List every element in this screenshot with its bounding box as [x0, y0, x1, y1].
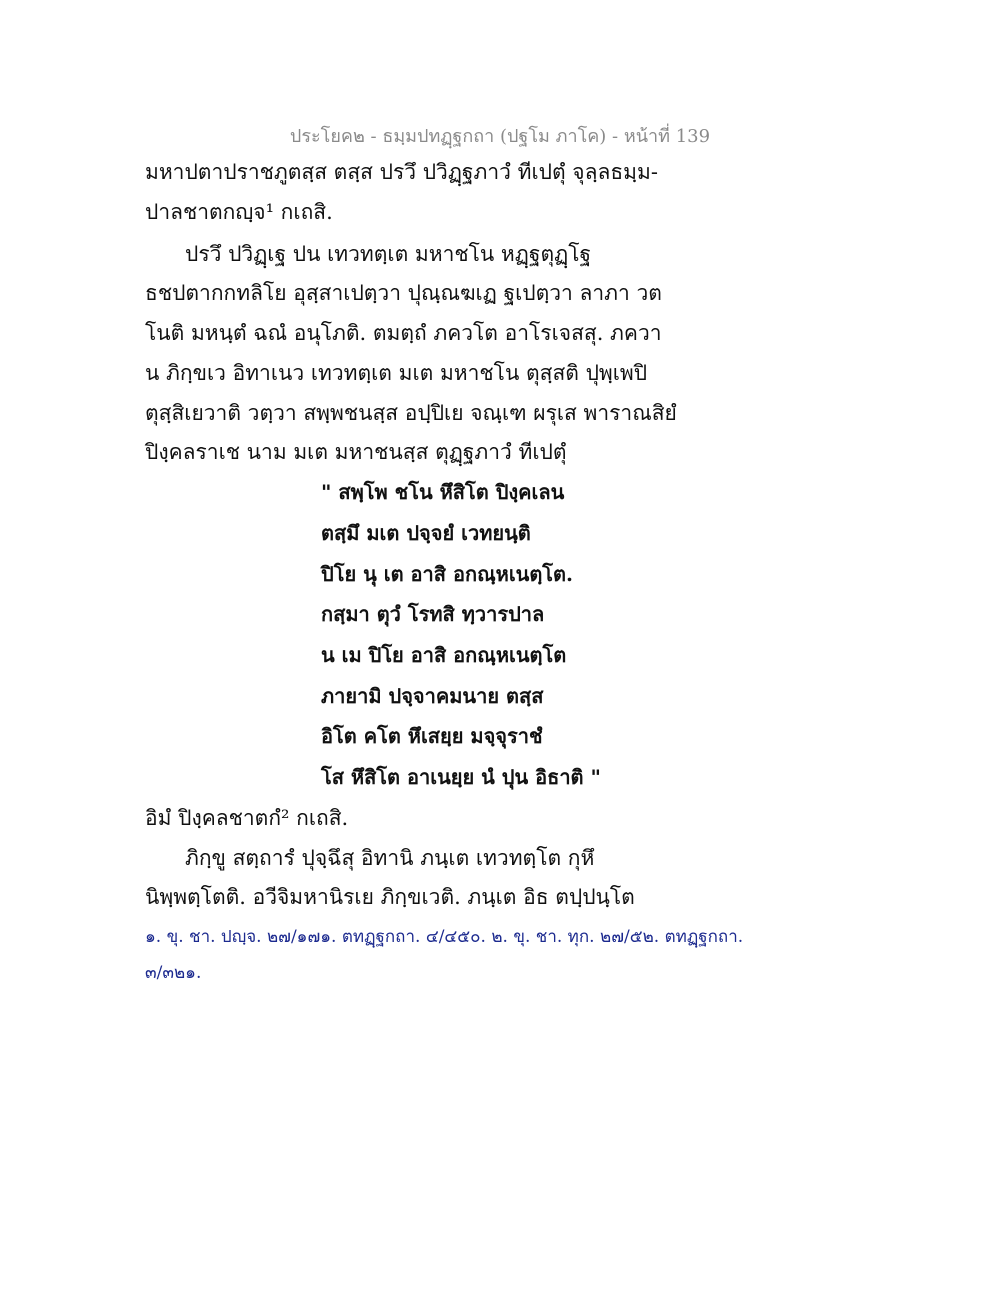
verse-line-5: น เม ปิโย อาสิ อกณฺหเนตฺโต [321, 643, 567, 667]
verse-line-1: " สพฺโพ ชโน หึสิโต ปิงฺคเลน [321, 480, 565, 504]
body-line-10: ภิกฺขู สตฺถารํ ปุจฺฉึสุ อิทานิ ภนฺเต เทวทตฺโต กุหึ [185, 846, 595, 870]
body-line-7: ตุสฺสิเยวาติ วตฺวา สพฺพชนสฺส อปฺปิเย จณฺเฑ ผรุเส พาราณสิยํ [145, 401, 677, 425]
verse-line-2: ตสฺมึ มเต ปจฺจยํ เวทยนฺติ [321, 521, 531, 545]
verse-line-3: ปิโย นุ เต อาสิ อกณฺหเนตฺโต. [321, 562, 574, 586]
footnote-line-1: ๑. ขุ. ชา. ปญฺจ. ๒๗/๑๗๑. ตทฏฺฐกถา. ๔/๔๕๐. ๒. ขุ. ชา. ทุก. ๒๗/๕๒. ตทฏฺฐกถา. [145, 927, 744, 947]
body-line-1: มหาปตาปราชภูตสฺส ตสฺส ปรวึ ปวิฏฺฐภาวํ ทีเปตุํ จุลฺลธมฺม- [145, 160, 658, 184]
body-line-11: นิพฺพตฺโตติ. อวีจิมหานิรเย ภิกฺขเวติ. ภนฺเต อิธ ตปฺปนฺโต [145, 885, 635, 909]
verse-line-7: อิโต คโต หึเสยฺย มจฺจุราชํ [321, 724, 543, 748]
body-line-2: ปาลชาตกญฺจ¹ กเถสิ. [145, 200, 333, 224]
verse-line-4: กสฺมา ตุวํ โรทสิ ทฺวารปาล [321, 602, 545, 626]
running-head: ประโยค๒ - ธมฺมปทฏฺฐกถา (ปฐโม ภาโค) - หน้าที่ 139 [289, 126, 711, 147]
body-line-3: ปรวึ ปวิฏฺเฐ ปน เทวทตฺเต มหาชโน หฏฺฐตุฏฺโฐ [185, 242, 592, 266]
footnote-line-2: ๓/๓๒๑. [145, 963, 202, 983]
verse-line-8: โส หึสิโต อาเนยฺย นํ ปุน อิธาติ " [321, 765, 601, 789]
body-line-9: อิมํ ปิงฺคลชาตกํ² กเถสิ. [145, 806, 349, 830]
body-line-5: โนติ มหนฺตํ ฉณํ อนุโภติ. ตมตฺถํ ภควโต อาโรเจสสุ. ภควา [145, 321, 662, 345]
verse-line-6: ภายามิ ปจฺจาคมนาย ตสฺส [321, 684, 544, 708]
body-line-8: ปิงฺคลราเช นาม มเต มหาชนสฺส ตุฏฺฐภาวํ ทีเปตุํ [145, 440, 567, 464]
body-line-4: ธชปตากกทลิโย อุสฺสาเปตฺวา ปุณฺณฆเฏ ฐเปตฺวา ลาภา วต [145, 281, 662, 305]
body-line-6: น ภิกฺขเว อิทาเนว เทวทตฺเต มเต มหาชโน ตุสฺสติ ปุพฺเพปิ [145, 361, 648, 385]
